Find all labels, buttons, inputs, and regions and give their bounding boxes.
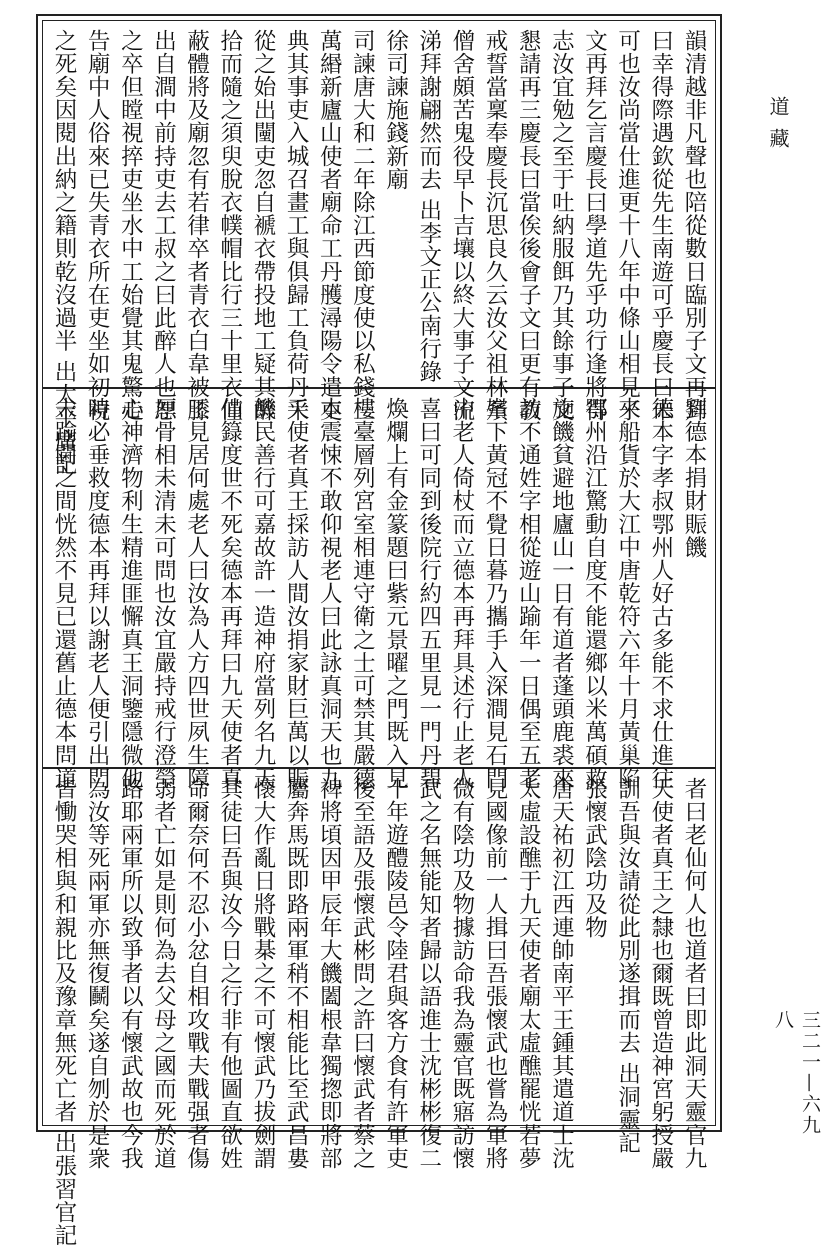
text-column: 天使者真王採訪人間汝捐家財巨萬以賑 [283, 397, 310, 790]
text-column: 微有陰功及物據訪命我為靈官既寤訪懷 [448, 777, 475, 1170]
text-column: 武之名無能知者歸以語進士沈彬彬復二 [415, 777, 442, 1170]
text-column: 之卒但瞠視捽吏坐水中工始覺其鬼驚走 [117, 29, 144, 422]
text-column: 之死矣因閱出納之籍則乾沒過半 出太平廣記 [51, 29, 77, 476]
text-column: 王見居何處老人曰汝為人方四世夙生障 [183, 397, 210, 790]
text-column: 德本字孝叔鄂州人好古多能不求仕進往 [647, 397, 674, 790]
text-column: 其徒曰吾與汝今日之行非有他圖直欲姓 [216, 777, 243, 1170]
text-column: 蔽體將及廟忽有若律卒者青衣白韋被膝 [183, 29, 210, 422]
text-column: 後至語及張懷武彬問之許曰懷武者蔡之 [349, 777, 376, 1170]
text-column: 劉德本捐財賑饑 [680, 397, 707, 559]
text-column: 樓臺層列宮室相連守衛之士可禁其嚴德 [349, 397, 376, 790]
text-column: 厚骨相未清未可問也汝宜嚴持戒行澄瑩 [150, 397, 177, 790]
text-column: 峯下黃冠不覺日暮乃攜手入深澗見石門 [482, 397, 509, 790]
text-column: 饑民善行可嘉故許一造神府當列名九天 [249, 397, 276, 790]
text-column: 中老人倚杖而立德本再拜具述行止老人 [448, 397, 475, 790]
text-column: 命爾奈何不忍小忿自相攻戰夫戰强者傷 [183, 777, 210, 1170]
text-columns [49, 397, 709, 790]
text-column: 張懷武陰功及物 [581, 777, 608, 939]
text-column: 志汝宜勉之至于吐納服餌乃其餘事子文 [548, 29, 575, 422]
text-column: 仙籙度世不死矣德本再拜曰九天使者真 [216, 397, 243, 790]
register-middle [43, 389, 715, 790]
text-column: 訪不通姓字相從遊山踰年一日偶至五老 [515, 397, 542, 790]
page-number: 三二一—六九八 [772, 1010, 821, 1136]
text-column: 本震悚不敢仰視老人曰此詠真洞天也九 [316, 397, 343, 790]
text-column: 屬奔馬既即路兩軍稍不相能比至武昌婁 [283, 777, 310, 1170]
text-column: 心神濟物利生精進匪懈真王洞鑒隱微他 [117, 397, 144, 790]
text-column: 來船貨於大江中唐乾符六年十月黃巢陷 [614, 397, 641, 790]
text-column: 萬緡新廬山使者廟命工丹雘潯陽令遣吏 [316, 29, 343, 422]
text-column: 見國像前一人揖曰吾張懷武也嘗為軍將 [482, 777, 509, 1170]
text-column: 曰幸得際遇欽從先生南遊可乎慶長曰未 [647, 29, 674, 422]
text-column: 裨將頃因甲辰年大饑闔根韋獨揔即將部 [316, 777, 343, 1170]
text-column: 從之始出闉吏忽自褫衣帶投地工疑其醉 [249, 29, 276, 422]
text-column: 告廟中人俗來已失青衣所在吏坐如初視 [84, 29, 111, 422]
text-column: 僧舍頗苦鬼役早卜吉壤以終大事子文流 [448, 29, 475, 422]
text-columns [49, 777, 709, 1247]
text-column: 懇請再三慶長曰當俟後會子文曰更有教 [515, 29, 542, 422]
text-column: 典其事吏入城召畫工與俱歸工負荷丹采 [283, 29, 310, 422]
text-column: 施饑貧避地廬山一日有道者蓬頭鹿裘來 [548, 397, 575, 790]
text-column: 皆慟哭相與和親比及豫章無死亡者 出張習官記 [51, 777, 77, 1247]
text-column: 徐司諫施錢新廟 [382, 29, 409, 191]
text-column: 韻清越非凡聲也陪從數日臨別子文再拜 [680, 29, 707, 422]
text-column: 訓吾與汝請從此別遂揖而去 出洞靈記 [614, 777, 641, 1155]
text-column: 太虛設醮于九天使者廟太虛醮罷恍若夢 [515, 777, 542, 1170]
page-inner-border [42, 20, 716, 1247]
text-column: 路耶兩軍所以致爭者以有懷武故也今我 [117, 777, 144, 1170]
register-bottom [43, 769, 715, 1247]
text-column: 文再拜乞言慶長曰學道先乎功行逢將得 [581, 29, 608, 422]
text-column: 時必垂救度德本再拜以謝老人便引出門 [84, 397, 111, 790]
text-column: 戒誓當稟奉慶長沉思良久云汝父祖林殯 [482, 29, 509, 422]
text-column: 煥爛上有金篆題曰紫元景曜之門既入見 [382, 397, 409, 790]
text-column: 者曰老仙何人也道者曰即此洞天靈官九 [680, 777, 707, 1170]
text-column: 十年遊醴陵邑令陸君與客方食有許軍吏 [382, 777, 409, 1170]
text-column: 出自澗中前持吏去工叔之曰此醉人也恕 [150, 29, 177, 422]
text-column: 涕拜謝翩然而去 出李文正公南行錄 [415, 29, 442, 384]
page-frame [36, 14, 722, 1247]
register-top [43, 21, 715, 476]
book-title: 道藏 [766, 96, 790, 160]
text-column: 司諫唐大和二年除江西節度使以私錢三 [349, 29, 376, 422]
text-column: 為汝等死兩軍亦無復鬭矣遂自刎於是衆 [84, 777, 111, 1170]
text-column: 拾而隨之須臾脫衣幞帽比行三十里衣僅 [216, 29, 243, 422]
text-column: 唐天祐初江西連帥南平王鍾其遣道士沈 [548, 777, 575, 1170]
text-column: 鄂州沿江驚動自度不能還鄉以米萬碩救 [581, 397, 608, 790]
text-column: 天使者真王之隸也爾既曾造神宮躬授嚴 [647, 777, 674, 1170]
text-column: 喜曰可同到後院行約四五里見一門丹碧 [415, 397, 442, 790]
text-column: 懷大作亂日將戰棊之不可懷武乃拔劍謂 [249, 777, 276, 1170]
text-column: 可也汝尚當仕進更十八年中條山相見子 [614, 29, 641, 422]
text-column: 未踰閫之間恍然不見已還舊止德本問道 [51, 397, 77, 790]
text-column: 弱者亡如是則何為去父母之國而死於道 [150, 777, 177, 1170]
text-columns [49, 29, 709, 476]
